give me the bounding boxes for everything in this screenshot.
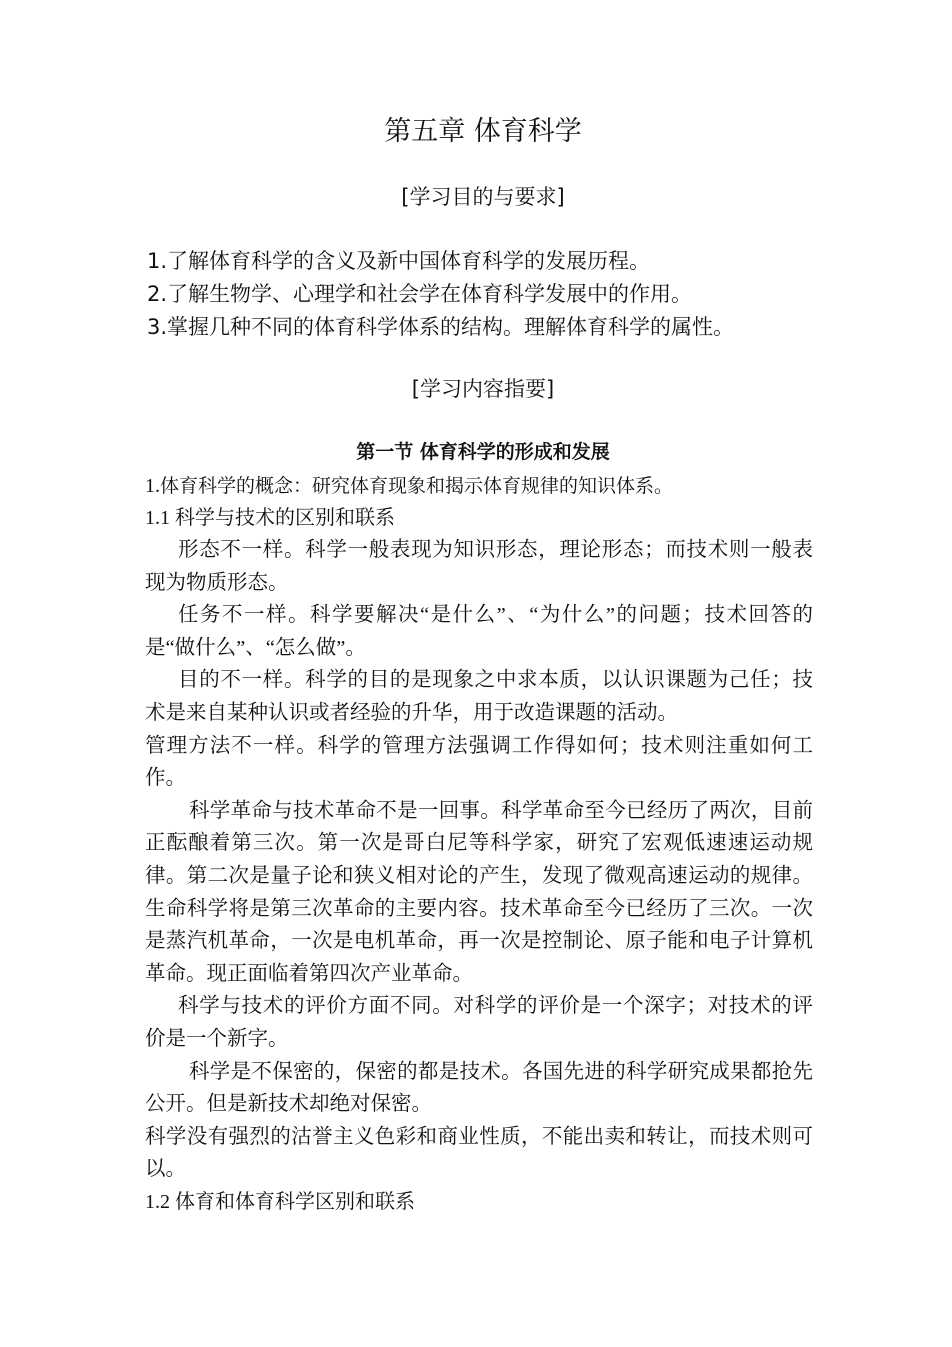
body-text [145, 470, 813, 1218]
paragraph: 科学是不保密的，保密的都是技术。各国先进的科学研究成果都抢先公开。但是新技术却绝对保密。 [145, 1060, 813, 1116]
content-heading: [学习内容指要] [411, 377, 555, 401]
concept-number: 1. [145, 475, 160, 497]
objective-item: 3.掌握几种不同的体育科学体系的结构。理解体育科学的属性。 [147, 315, 735, 339]
paragraph: 科学没有强烈的沽誉主义色彩和商业性质，不能出卖和转让，而技术则可以。 [145, 1125, 813, 1181]
heading-1-1: 1.1 科学与技术的区别和联系 [145, 507, 395, 529]
paragraph: 管理方法不一样。科学的管理方法强调工作得如何；技术则注重如何工作。 [145, 734, 813, 790]
paragraph: 科学与技术的评价方面不同。对科学的评价是一个深字；对技术的评价是一个新字。 [145, 995, 813, 1050]
concept-text: 体育科学的概念：研究体育现象和揭示体育规律的知识体系。 [160, 475, 674, 497]
objectives-list [147, 245, 827, 344]
objectives-heading: [学习目的与要求] [401, 185, 565, 209]
concept-definition [145, 470, 813, 502]
paragraph: 形态不一样。科学一般表现为知识形态，理论形态；而技术则一般表现为物质形态。 [145, 539, 813, 594]
heading-1-2: 1.2 体育和体育科学区别和联系 [145, 1190, 415, 1213]
chapter-title: 第五章 体育科学 [384, 116, 582, 147]
paragraph: 任务不一样。科学要解决“是什么”、“为什么”的问题；技术回答的是“做什么”、“怎么做”。 [145, 604, 813, 659]
paragraph: 科学革命与技术革命不是一回事。科学革命至今已经历了两次，目前正酝酿着第三次。第一次是哥白尼等科学家，研究了宏观低速速运动规律。第二次是量子论和狭义相对论的产生，发现了微观高速运动的规律。生命科学将是第三次革命的主要内容。技术革命至今已经历了三次。一次是蒸汽机革命，一次是电机革命，再一次是控制论、原子能和电子计算机革命。现正面临着第四次产业革命。 [145, 799, 813, 985]
paragraph: 目的不一样。科学的目的是现象之中求本质，以认识课题为己任；技术是来自某种认识或者经验的升华，用于改造课题的活动。 [145, 669, 813, 724]
objective-item: 2.了解生物学、心理学和社会学在体育科学发展中的作用。 [147, 282, 693, 306]
objective-item: 1.了解体育科学的含义及新中国体育科学的发展历程。 [147, 249, 651, 273]
section-title: 第一节 体育科学的形成和发展 [356, 441, 610, 463]
